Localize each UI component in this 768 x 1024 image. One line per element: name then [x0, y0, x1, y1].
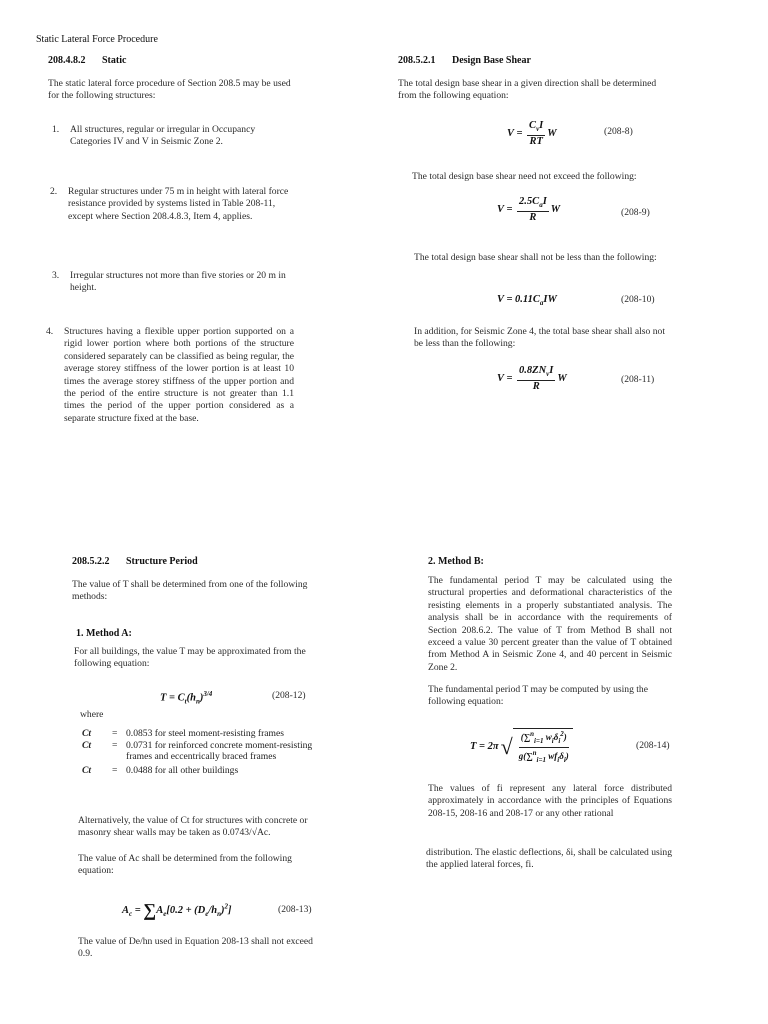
list-item-text: Structures having a flexible upper portion supported on a rigid lower portion where both portions of the structure considered separately can be classified as being regular, the average storey stiffness of the lower portion is at least 10 times the average storey stiffness of the upper portion and the period of the entire structure is not greater than 1.1 times the period of the upper portion considered as a separate structure fixed at the base.: [64, 326, 294, 424]
definition-value: 0.0853 for steel moment-resisting frames: [126, 728, 284, 739]
definition-symbol: Ct: [82, 739, 92, 751]
definition-symbol: Ct: [82, 728, 92, 739]
method-a-paragraph: For all buildings, the value T may be approximated from the following equation:: [74, 646, 306, 670]
section-title: Structure Period: [126, 556, 198, 567]
section-heading-structure-period: [72, 556, 198, 567]
list-item-text: All structures, regular or irregular in Occupancy Categories IV and V in Seismic Zone 2.: [70, 124, 256, 148]
method-a-heading: 1. Method A:: [76, 628, 132, 639]
equation-208-12: $T = C_t(h_n)^{3/4}$: [160, 690, 213, 706]
list-item-number: 3.: [52, 270, 60, 281]
equation-208-11: V = $\frac{0.8ZN_vI}{R}$ W: [497, 365, 567, 393]
list-item: [50, 186, 296, 223]
base-shear-max-paragraph: The total design base shear need not exceed the following:: [412, 171, 637, 182]
de-hn-limit-paragraph: The value of De/hn used in Equation 208-13 shall not exceed 0.9.: [78, 936, 313, 960]
definition-equals: =: [112, 728, 118, 739]
definition-value: 0.0731 for reinforced concrete moment-resisting frames and eccentrically braced frames: [126, 739, 313, 762]
list-item-number: 2.: [50, 186, 58, 197]
where-label: where: [80, 709, 104, 720]
alternative-ct-paragraph: Alternatively, the value of Ct for structures with concrete or masonry shear walls may be taken as 0.0743/√Ac.: [78, 815, 308, 839]
method-b-heading: 2. Method B:: [428, 556, 484, 567]
list-item: [46, 326, 294, 425]
equation-number: (208-13): [278, 904, 312, 915]
base-shear-min-paragraph: The total design base shear shall not be less than the following:: [414, 252, 657, 263]
definition-row: [82, 740, 318, 763]
equation-208-13: $A_c = \sum A_e[0.2 + (D_e/h_n)^2]$: [122, 900, 232, 920]
method-b-paragraph: The fundamental period T may be calculated using the structural properties and deformational characteristics of the resisting elements in a properly substantiated analysis. The analysis shall be in accordance with the requirements of Section 208.6.2. The value of T from Method B shall not exceed a value 30 percent greater than the value of T obtained from Method A in Seismic Zone 4, and 40 percent in Seismic Zone 2.: [428, 575, 672, 673]
list-item: [52, 270, 296, 295]
definition-row: [82, 728, 318, 740]
list-item-text: Regular structures under 75 m in height with lateral force resistance provided by systems listed in Table 208-11, except where Section 208.4.8.3, Item 4, applies.: [68, 186, 289, 222]
list-item: [52, 124, 296, 149]
ac-intro-paragraph: The value of Ac shall be determined from the following equation:: [78, 853, 292, 877]
page-title: Static Lateral Force Procedure: [36, 34, 158, 45]
definition-equals: =: [112, 764, 118, 776]
equation-number: (208-12): [272, 690, 306, 701]
equation-208-10: $V = 0.11C_aIW$: [497, 294, 557, 308]
equation-number: (208-9): [621, 207, 650, 218]
seismic-zone-4-paragraph: In addition, for Seismic Zone 4, the total base shear shall also not be less than the following:: [414, 326, 665, 350]
equation-number: (208-10): [621, 294, 655, 305]
elastic-deflection-paragraph: distribution. The elastic deflections, δi, shall be calculated using the applied lateral forces, fi.: [426, 847, 672, 871]
static-intro-paragraph: The static lateral force procedure of Section 208.5 may be used for the following structures:: [48, 78, 291, 102]
definition-value: 0.0488 for all other buildings: [126, 764, 239, 776]
section-number: 208.5.2.2: [72, 556, 110, 567]
list-item-number: 4.: [46, 326, 54, 337]
list-item-number: 1.: [52, 124, 60, 135]
equation-number: (208-8): [604, 126, 633, 137]
definition-row: [82, 765, 318, 777]
ct-definitions: [82, 728, 318, 776]
method-b-equation-intro: The fundamental period T may be computed by using the following equation:: [428, 684, 648, 708]
section-title: Design Base Shear: [452, 55, 531, 66]
equation-208-9: V = $\frac{2.5C_aI}{R}$ W: [497, 196, 561, 224]
section-title: Static: [102, 55, 127, 66]
definition-symbol: Ct: [82, 764, 92, 776]
equation-number: (208-14): [636, 740, 670, 751]
section-heading-design-base-shear: [398, 55, 531, 66]
section-number: 208.5.2.1: [398, 55, 436, 66]
section-number: 208.4.8.2: [48, 55, 86, 66]
list-item-text: Irregular structures not more than five stories or 20 m in height.: [70, 270, 286, 294]
section-heading-static: [48, 55, 126, 66]
base-shear-intro-paragraph: The total design base shear in a given direction shall be determined from the following equation:: [398, 78, 657, 102]
structure-period-intro: The value of T shall be determined from one of the following methods:: [72, 579, 308, 603]
lateral-force-paragraph: The values of fi represent any lateral force distributed approximately in accordance with the principles of Equations 208-15, 208-16 and 208-17 or any other rational: [428, 783, 672, 819]
equation-number: (208-11): [621, 374, 655, 385]
definition-equals: =: [112, 739, 118, 751]
equation-208-14: T = 2π √ $\frac{(\sum^n_{i=1} w_i\delta_i^2)}{g(\sum^n_{i=1} wf_i\delta_i)}$: [470, 728, 573, 766]
equation-208-8: V = $\frac{C_vI}{RT}$ W: [507, 120, 557, 148]
